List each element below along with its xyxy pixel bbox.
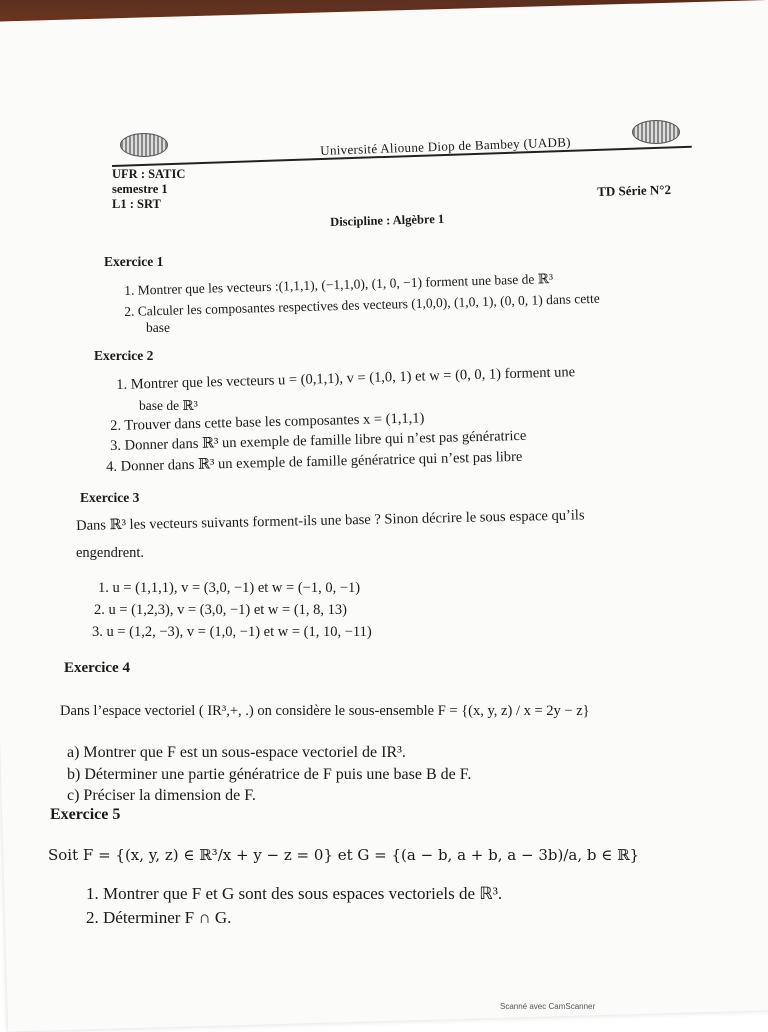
university-name: Université Alioune Diop de Bambey (UADB) [320, 134, 572, 158]
exercise-2-item-4: 4. Donner dans ℝ³ un exemple de famille génératrice qui n’est pas libre [106, 448, 523, 475]
exercise-3-intro-line-1: Dans ℝ³ les vecteurs suivants forment-ils une base ? Sinon décrire le sous espace qu’ils [76, 507, 585, 534]
exercise-1-title: Exercice 1 [104, 254, 164, 269]
exercise-4-item-c: c) Préciser la dimension de F. [67, 787, 256, 804]
exercise-2-title: Exercice 2 [94, 348, 154, 363]
exercise-1-item-1: 1. Montrer que les vecteurs :(1,1,1), (−1,1,0), (1, 0, −1) forment une base de ℝ³ [124, 271, 554, 298]
exercise-3-intro-line-2: engendrent. [76, 545, 145, 561]
exercise-5-intro: Soit F = {(x, y, z) ∈ ℝ³/x + y − z = 0} et G = {(a − b, a + b, a − 3b)/a, b ∈ ℝ} [48, 846, 640, 864]
exercise-1-item-2: 2. Calculer les composantes respectives des vecteurs (1,0,0), (1,0, 1), (0, 0, 1) dans cette [124, 290, 600, 319]
exercise-4-title: Exercice 4 [64, 660, 130, 676]
scanner-footer: Scanné avec CamScanner [500, 1002, 596, 1011]
exercise-2-item-3: 3. Donner dans ℝ³ un exemple de famille libre qui n’est pas génératrice [110, 427, 527, 454]
exercise-2-item-1-cont: base de ℝ³ [139, 398, 198, 413]
exercise-5-item-1: 1. Montrer que F et G sont des sous espaces vectoriels de ℝ³. [86, 884, 503, 903]
exercise-4-item-b: b) Déterminer une partie génératrice de F puis une base B de F. [67, 766, 472, 783]
left-logo-icon [120, 133, 168, 157]
td-series-label: TD Série N°2 [597, 181, 672, 199]
ufr-label: UFR : SATIC [112, 167, 186, 181]
exercise-3-item-2: 2. u = (1,2,3), v = (3,0, −1) et w = (1, 8, 13) [94, 602, 347, 618]
discipline-label: Discipline : Algèbre 1 [330, 211, 445, 229]
exercise-3-title: Exercice 3 [80, 490, 140, 505]
exercise-1-item-2-cont: base [146, 320, 170, 335]
exercise-4-intro: Dans l’espace vectoriel ( IR³,+, .) on considère le sous-ensemble F = {(x, y, z) / x = 2y − z} [60, 703, 590, 719]
exercise-2-item-2: 2. Trouver dans cette base les composantes x = (1,1,1) [110, 410, 425, 434]
semester-label: semestre 1 [112, 182, 168, 196]
exercise-3-item-1: 1. u = (1,1,1), v = (3,0, −1) et w = (−1, 0, −1) [98, 580, 361, 596]
exercise-5-title: Exercice 5 [50, 806, 121, 823]
level-label: L1 : SRT [112, 197, 161, 211]
exercise-5-item-2: 2. Déterminer F ∩ G. [86, 908, 232, 927]
exercise-4-item-a: a) Montrer que F est un sous-espace vectoriel de IR³. [67, 744, 406, 761]
right-logo-icon [632, 120, 680, 144]
exercise-3-item-3: 3. u = (1,2, −3), v = (1,0, −1) et w = (1, 10, −11) [92, 624, 372, 640]
exercise-2-item-1: 1. Montrer que les vecteurs u = (0,1,1), v = (1,0, 1) et w = (0, 0, 1) forment une [116, 364, 576, 393]
